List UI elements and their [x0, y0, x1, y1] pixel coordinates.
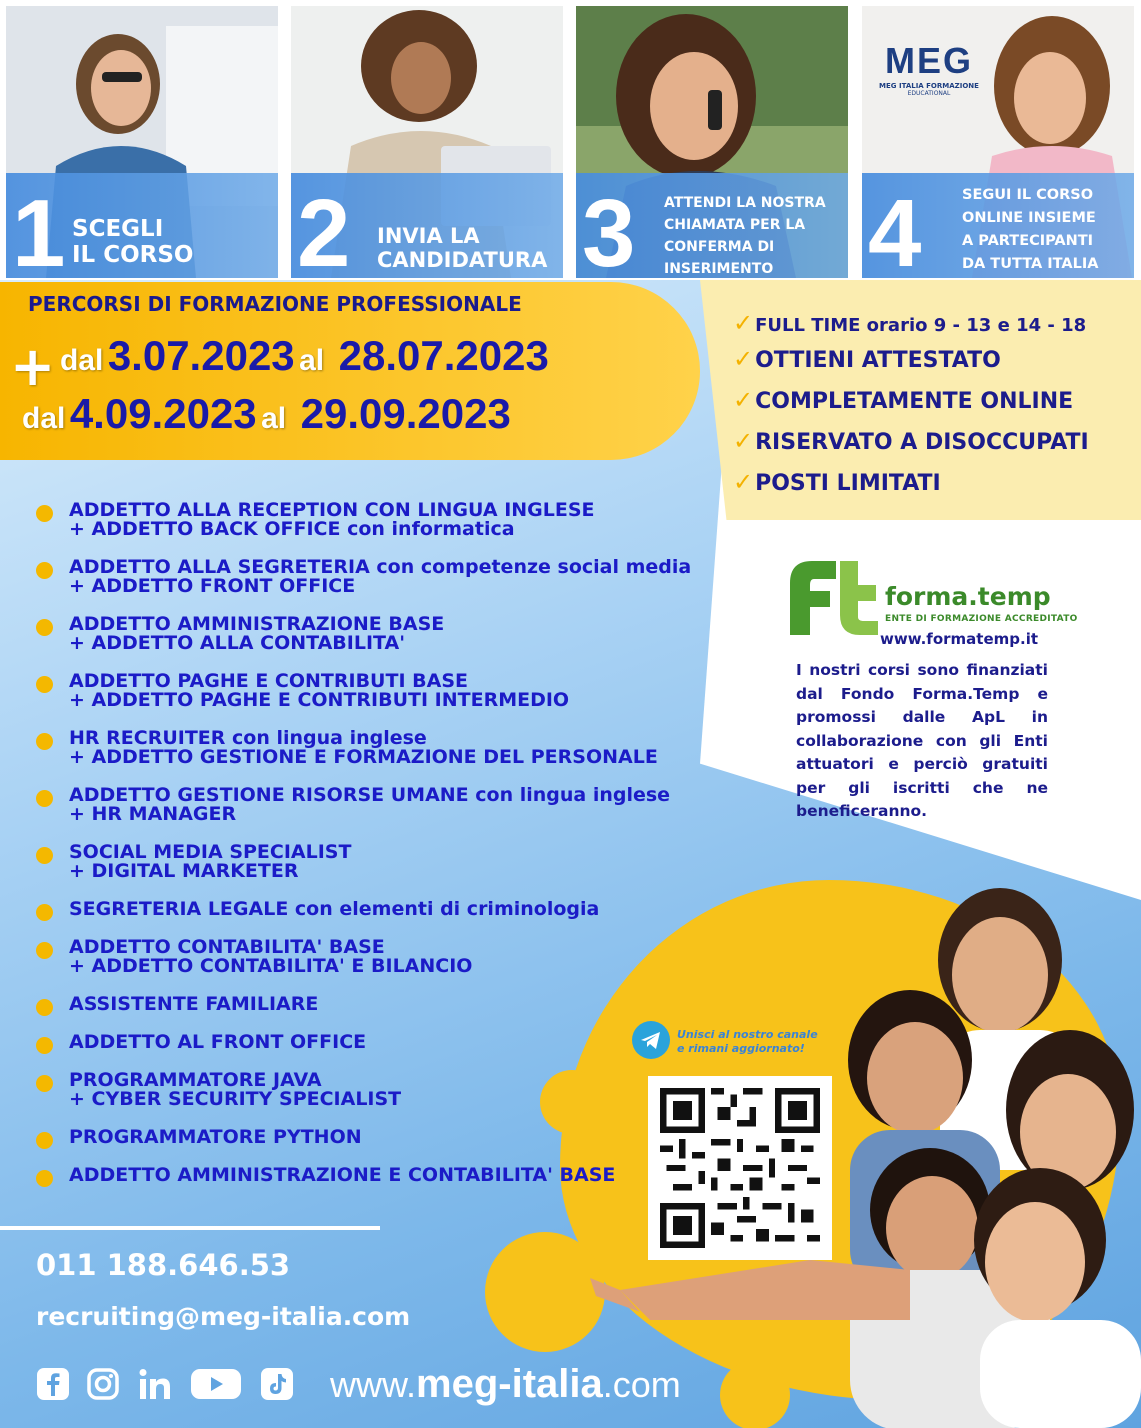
step-text-line: INVIA LA — [377, 224, 480, 248]
formatemp-logo-icon — [784, 555, 880, 641]
feature-item — [733, 345, 1001, 373]
step-text-line: SEGUI IL CORSO — [962, 187, 1094, 203]
period-1 — [60, 332, 549, 380]
period-from-date: 3.07.2023 — [107, 332, 295, 379]
period-to-date: 29.09.2023 — [300, 390, 511, 437]
youtube-icon[interactable] — [190, 1367, 242, 1401]
step-text-line: CANDIDATURA — [377, 248, 548, 273]
feature-item — [733, 386, 1073, 414]
feature-text: OTTIENI ATTESTATO — [755, 348, 1001, 373]
phone-number[interactable]: 011 188.646.53 — [36, 1248, 291, 1282]
bullet-icon — [36, 1170, 53, 1187]
step-text-line: CONFERMA DI — [664, 239, 775, 255]
feature-text: COMPLETAMENTE ONLINE — [755, 389, 1074, 414]
step-panel-4 — [862, 6, 1134, 278]
facebook-icon[interactable] — [36, 1367, 70, 1401]
feature-item — [733, 468, 941, 496]
step-text-line: ATTENDI LA NOSTRA — [664, 195, 826, 211]
period-to-date: 28.07.2023 — [338, 332, 549, 379]
check-icon: ✓ — [733, 427, 754, 455]
step-text-line: IL CORSO — [72, 242, 194, 269]
check-icon: ✓ — [733, 345, 754, 373]
formatemp-description: I nostri corsi sono finanziati dal Fondo Forma.Temp e promossi dalle ApL in collaborazione con gli Enti attuatori e perciò gratuiti per gli iscritti che ne beneficeranno. — [796, 661, 1048, 820]
bullet-icon — [36, 619, 53, 636]
bullet-icon — [36, 942, 53, 959]
formatemp-subtitle: ENTE DI FORMAZIONE ACCREDITATO — [885, 614, 1078, 624]
telegram-icon[interactable] — [632, 1021, 670, 1059]
meg-logo — [874, 40, 984, 97]
pointing-arm — [590, 1260, 910, 1320]
website-main: meg-italia — [416, 1362, 603, 1406]
email-address[interactable]: recruiting@meg-italia.com — [36, 1302, 411, 1331]
linkedin-icon[interactable] — [138, 1367, 172, 1401]
step-text — [962, 184, 1098, 276]
period-to-word: al — [261, 402, 287, 435]
period-from-word: dal — [60, 344, 104, 377]
step-text-line: A PARTECIPANTI — [962, 233, 1094, 249]
telegram-text — [677, 1028, 818, 1056]
feature-item — [733, 427, 1089, 455]
step-panel-1 — [6, 6, 278, 278]
period-2 — [22, 390, 511, 438]
check-icon: ✓ — [733, 468, 754, 496]
step-text-line: DA TUTTA ITALIA — [962, 256, 1099, 272]
meg-logo-mark: MEG — [884, 40, 973, 81]
contact-divider — [0, 1226, 380, 1230]
bullet-icon — [36, 676, 53, 693]
step-number: 4 — [868, 180, 922, 278]
step-text-line: ONLINE INSIEME — [962, 210, 1096, 226]
qr-code[interactable] — [648, 1076, 832, 1260]
meg-logo-line1: MEG ITALIA FORMAZIONE — [879, 82, 979, 90]
bullet-icon — [36, 847, 53, 864]
feature-item — [733, 309, 1086, 337]
step-text — [72, 216, 193, 269]
formatemp-url[interactable]: www.formatemp.it — [880, 630, 1039, 648]
step-panel-3 — [576, 6, 848, 278]
bullet-icon — [36, 790, 53, 807]
feature-text: FULL TIME orario 9 - 13 e 14 - 18 — [755, 315, 1087, 336]
bullet-icon — [36, 999, 53, 1016]
check-icon: ✓ — [733, 309, 754, 337]
step-text-line: INSERIMENTO — [664, 261, 774, 277]
period-from-word: dal — [22, 402, 66, 435]
step-text-line: SCEGLI — [72, 216, 164, 242]
person-shape — [1006, 1030, 1134, 1190]
bullet-icon — [36, 1132, 53, 1149]
step-number: 1 — [12, 180, 66, 278]
person-shape — [974, 1168, 1141, 1428]
feature-text: POSTI LIMITATI — [755, 471, 941, 496]
period-from-date: 4.09.2023 — [69, 390, 257, 437]
bullet-icon — [36, 904, 53, 921]
telegram-text-line: e rimani aggiornato! — [677, 1042, 805, 1055]
step-text-line: CHIAMATA PER LA — [664, 217, 806, 233]
feature-text: RISERVATO A DISOCCUPATI — [755, 430, 1089, 455]
bullet-icon — [36, 562, 53, 579]
website-link[interactable] — [330, 1362, 681, 1407]
website-suffix: .com — [602, 1364, 681, 1405]
tiktok-icon[interactable] — [260, 1367, 294, 1401]
step-text — [377, 224, 547, 272]
bullet-icon — [36, 505, 53, 522]
bullet-icon — [36, 1075, 53, 1092]
banner-title: PERCORSI DI FORMAZIONE PROFESSIONALE — [28, 292, 522, 316]
instagram-icon[interactable] — [86, 1367, 120, 1401]
period-to-word: al — [299, 344, 325, 377]
website-prefix: www. — [330, 1364, 417, 1405]
plus-sign: + — [10, 335, 56, 398]
step-panel-2 — [291, 6, 563, 278]
step-text — [664, 192, 826, 278]
formatemp-name: forma.temp — [885, 582, 1051, 611]
bullet-icon — [36, 733, 53, 750]
check-icon: ✓ — [733, 386, 754, 414]
step-number: 3 — [582, 180, 636, 278]
bullet-icon — [36, 1037, 53, 1054]
telegram-text-line: Unisci al nostro canale — [677, 1028, 818, 1041]
step-number: 2 — [297, 180, 351, 278]
meg-logo-line2: EDUCATIONAL — [907, 90, 951, 97]
